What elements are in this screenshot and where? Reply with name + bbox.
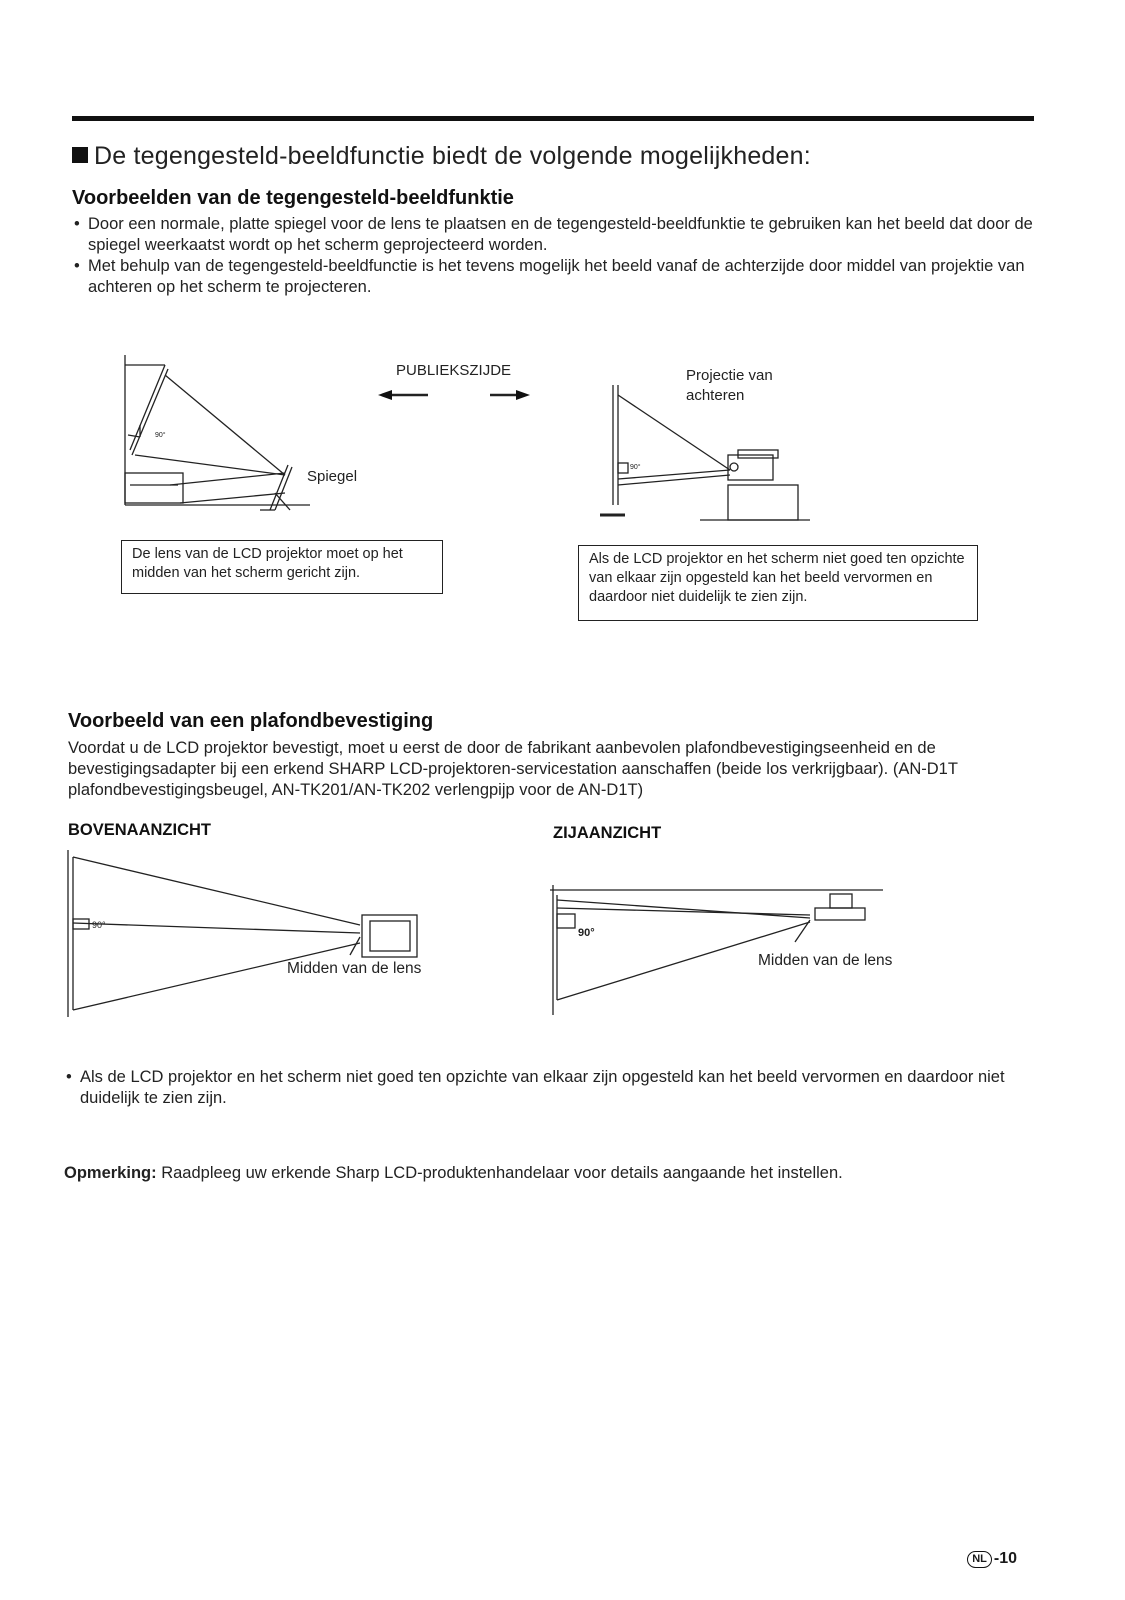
list-item: • Als de LCD projektor en het scherm niet goed ten opzichte van elkaar zijn opgesteld kan het beeld vervormen en daardoor niet duidelijk te zien zijn. — [66, 1068, 1005, 1107]
section1-bullet-list — [72, 214, 1042, 298]
angle-label-left: 90° — [155, 432, 166, 439]
top-rule — [72, 116, 1034, 121]
remark-label: Opmerking: — [64, 1164, 157, 1182]
side-view-title: ZIJAANZICHT — [553, 824, 662, 842]
mirror-label: Spiegel — [307, 468, 358, 485]
bullet-dot-icon: • — [66, 1068, 72, 1086]
rear-projection-label: Projectie van achteren — [686, 367, 773, 404]
list-item: • Door een normale, platte spiegel voor de lens te plaatsen en de tegengesteld-beeldfunktie te gebruiken kan het beeld dat door de spiegel weerkaatst wordt op het scherm geprojecteerd worden. — [74, 215, 1033, 254]
ceiling-paragraph: Voordat u de LCD projektor bevestigt, moet u eerst de door de fabrikant aanbevolen plafondbevestigingseenheid en de bevestigingsadapter bij een erkend SHARP LCD-projektoren-servicestation aanschaffen (beide los verkrijgbaar). (AN-D1T plafondbevestigingsbeugel, AN-TK201/AN-TK202 verlengpijp voor de AN-D1T) — [68, 739, 958, 799]
top-view-diagram — [60, 845, 440, 1025]
remark-text: Raadpleeg uw erkende Sharp LCD-produktenhandelaar voor details aangaande het instellen. — [156, 1164, 843, 1182]
top-view-angle-label: 90° — [92, 920, 106, 930]
main-heading — [72, 142, 811, 171]
bullet-dot-icon: • — [74, 215, 80, 233]
section-title-mirror: Voorbeelden van de tegengesteld-beeldfunktie — [72, 187, 514, 209]
page-number — [967, 1550, 1017, 1568]
angle-label-right: 90° — [630, 464, 641, 471]
note-box-lens-center: De lens van de LCD projektor moet op het midden van het scherm gericht zijn. — [121, 540, 443, 594]
bullet-dot-icon: • — [74, 257, 80, 275]
note-box-alignment: Als de LCD projektor en het scherm niet goed ten opzichte van elkaar zijn opgesteld kan het beeld vervormen en daardoor niet duidelijk te zien zijn. — [578, 545, 978, 621]
top-view-title: BOVENAANZICHT — [68, 821, 211, 839]
side-view-diagram — [545, 880, 895, 1020]
square-bullet-icon — [72, 147, 88, 163]
side-view-angle-label: 90° — [578, 927, 595, 939]
lens-center-label-top: Midden van de lens — [287, 960, 422, 977]
page-number-text: -10 — [993, 1550, 1017, 1567]
list-item: • Met behulp van de tegengesteld-beeldfunctie is het tevens mogelijk het beeld vanaf de achterzijde door middel van projektie van achteren op het scherm te projecteren. — [74, 257, 1025, 296]
nl-language-badge: NL — [967, 1551, 992, 1568]
main-heading-text: De tegengesteld-beeldfunctie biedt de volgende mogelijkheden: — [94, 142, 811, 170]
section2-bullet-list — [64, 1067, 1034, 1109]
remark — [64, 1163, 843, 1184]
lens-center-label-side: Midden van de lens — [758, 952, 893, 969]
section-title-ceiling: Voorbeeld van een plafondbevestiging — [68, 710, 434, 732]
audience-side-label: PUBLIEKSZIJDE — [396, 362, 512, 379]
